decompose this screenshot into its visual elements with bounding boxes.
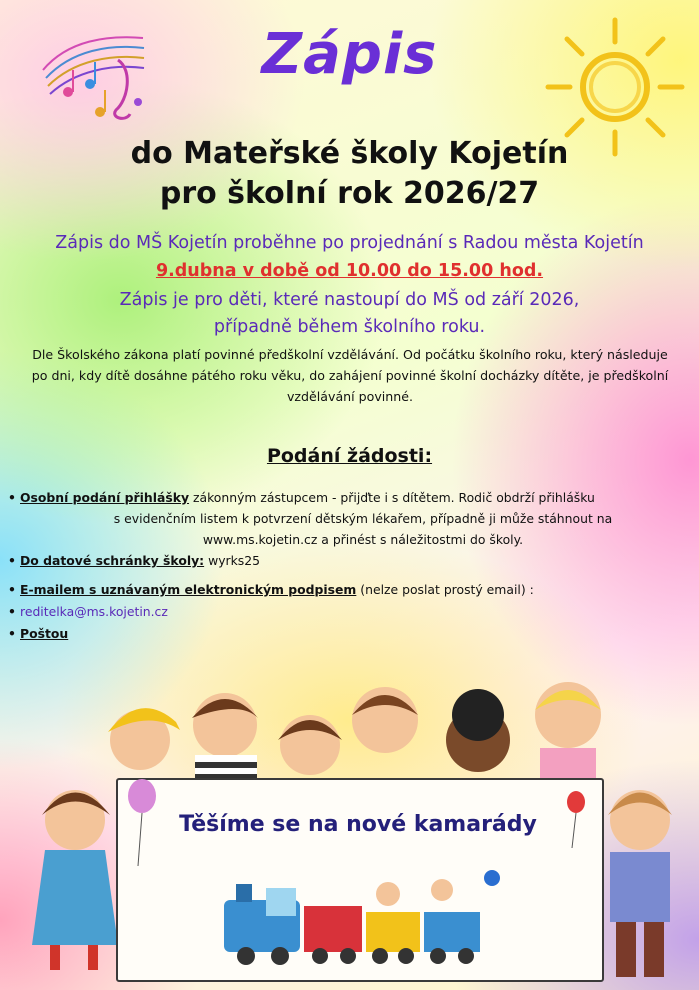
personal-cont2: www.ms.kojetin.cz a přinést s náležitostmi do školy. [202,532,524,547]
section-heading: Podání žádosti: [266,445,433,467]
personal-cont1: s evidenčním listem k potvrzení dětským lékařem, případně ji může stáhnout na [113,511,613,526]
date-line: 9.dubna v době od 10.00 do 15.00 hod. [155,261,544,281]
personal-text: zákonným zástupcem - přijďte i s dítětem. Rodič obdrží přihlášku [189,490,595,505]
law-paragraph: Dle Školského zákona platí povinné předškolní vzdělávání. Od počátku školního roku, který následuje po dni, kdy dítě dosáhne pátého roku věku, do zahájení povinné školní docházky dítěte, je předškolní vzdělávání povinné. [31,347,669,404]
list-item-email [8,579,678,600]
list-item-personal [8,487,678,550]
email-address-link[interactable]: reditelka@ms.kojetin.cz [20,604,168,619]
list-item-datovka [8,550,678,571]
list-item-post [8,623,678,644]
bullet: • [8,604,16,619]
datovka-label: Do datové schránky školy: [20,553,205,568]
subtitle-line1: do Mateřské školy Kojetín [130,136,569,171]
email-text: (nelze poslat prostý email) : [356,582,534,597]
subtitle-line2: pro školní rok 2026/27 [159,176,540,211]
bullet: • [8,626,16,641]
bullet: • [8,490,16,505]
personal-label: Osobní podání přihlášky [20,490,190,505]
balloon-icon [564,790,588,850]
balloon-icon [124,778,160,868]
eligibility-line1: Zápis je pro děti, které nastoupí do MŠ od září 2026, [119,290,580,310]
list-item-email-address [8,601,678,622]
bullet: • [8,553,16,568]
email-label: E-mailem s uznávaným elektronickým podpisem [20,582,357,597]
datovka-value: wyrks25 [204,553,261,568]
post-label: Poštou [20,626,69,641]
eligibility-line2: případně během školního roku. [213,317,486,337]
poster-title: Zápis [261,22,438,87]
banner-slogan: Těšíme se na nové kamarády [179,812,537,837]
intro-text: Zápis do MŠ Kojetín proběhne po projednání s Radou města Kojetín [55,233,644,253]
bullet: • [8,582,16,597]
toy-train-icon [216,860,516,970]
